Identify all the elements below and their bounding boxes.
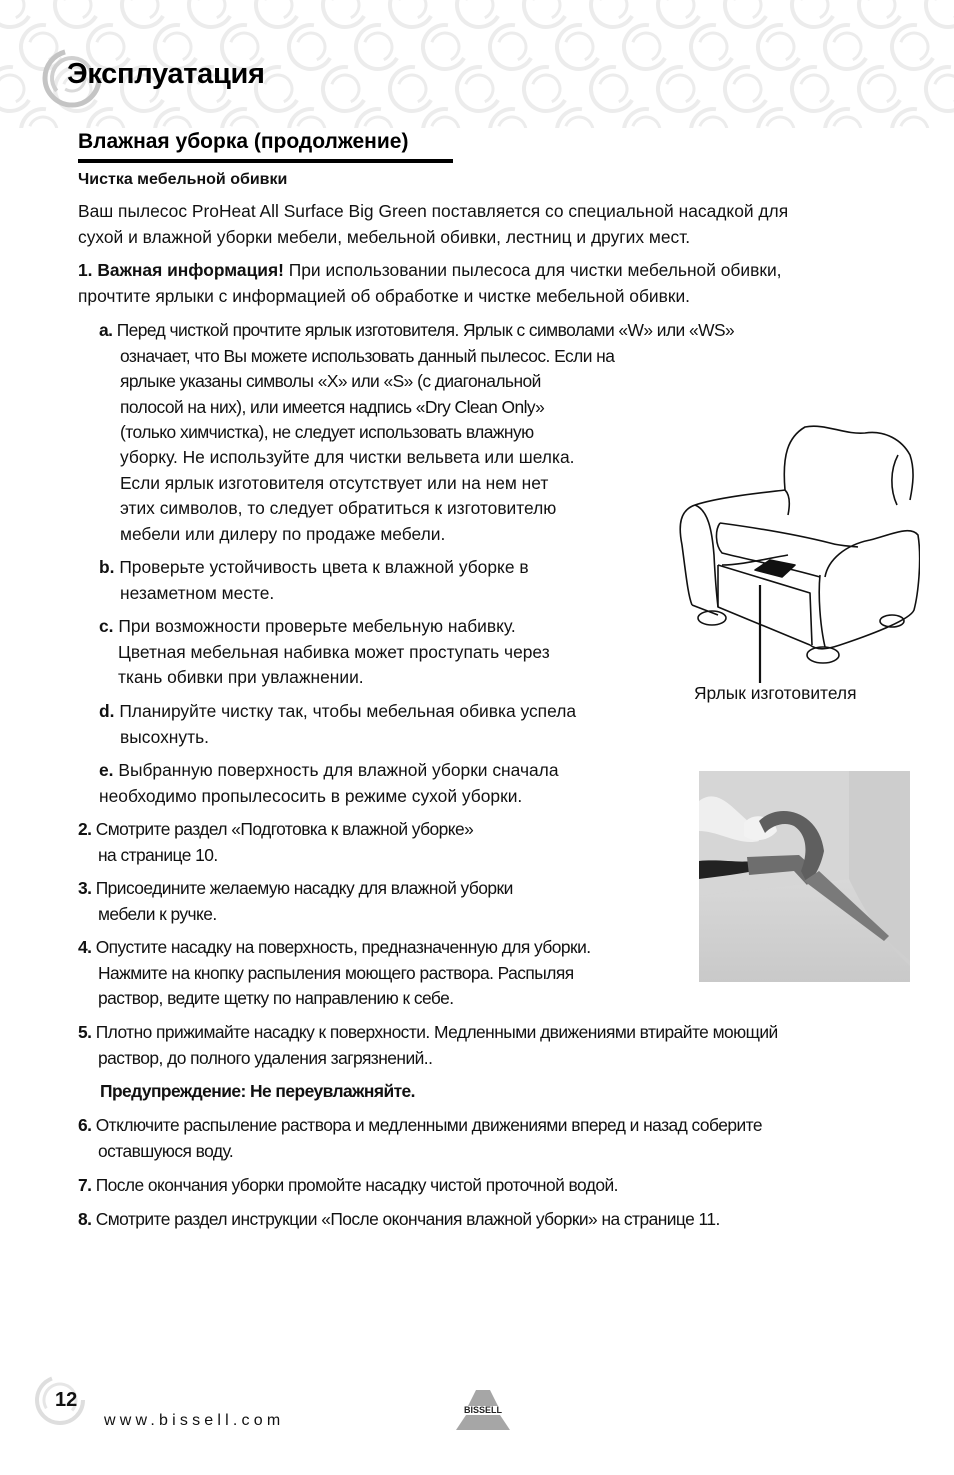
pattern-swirl xyxy=(650,59,710,119)
pattern-swirl xyxy=(415,17,475,77)
website-url[interactable]: www.bissell.com xyxy=(104,1412,285,1429)
intro-line: сухой и влажной уборки мебели, мебельной обивки, лестниц и других мест. xyxy=(78,226,691,247)
step-4 xyxy=(78,935,591,1012)
substep-text: уборку. Не используйте для чистки вельвета или шелка. xyxy=(120,447,575,467)
substep-text: высохнуть. xyxy=(120,726,209,747)
step-6 xyxy=(78,1113,762,1164)
substep-b xyxy=(99,555,529,606)
substep-letter: a. xyxy=(99,320,113,340)
substep-text: Цветная мебельная набивка может проступать через xyxy=(118,641,550,662)
step-1 xyxy=(78,258,782,309)
pattern-swirl xyxy=(382,59,442,119)
step-8 xyxy=(78,1207,720,1233)
substep-text: означает, что Вы можете использовать данный пылесос. Если на xyxy=(120,345,615,366)
substep-text: (только химчистка), не следует использовать влажную xyxy=(120,422,534,442)
upholstery-cleaning-photo xyxy=(699,771,910,982)
step-text: раствор, ведите щетку по направлению к себе. xyxy=(98,988,454,1008)
pattern-swirl xyxy=(918,0,954,35)
pattern-swirl xyxy=(281,17,341,77)
substep-text: Перед чисткой прочтите ярлык изготовителя. Ярлык с символами «W» или «WS» xyxy=(116,320,735,340)
step-text: Смотрите раздел «Подготовка к влажной уборке» xyxy=(95,819,474,839)
step-text: раствор, до полного удаления загрязнений.. xyxy=(98,1047,433,1068)
substep-text: этих символов, то следует обратиться к изготовителю xyxy=(120,498,557,518)
section-underline xyxy=(78,159,453,163)
step-5 xyxy=(78,1020,778,1071)
step-text: Плотно прижимайте насадку к поверхности. Медленными движениями втирайте моющий xyxy=(95,1022,778,1042)
substep-text: необходимо пропылесосить в режиме сухой уборки. xyxy=(99,785,523,806)
chair-caption: Ярлык изготовителя xyxy=(694,683,857,703)
pattern-swirl xyxy=(750,17,810,77)
pattern-swirl xyxy=(315,59,375,119)
page-title: Эксплуатация xyxy=(67,58,265,90)
pattern-swirl xyxy=(784,59,844,119)
pattern-swirl xyxy=(717,59,777,119)
pattern-swirl xyxy=(851,59,911,119)
pattern-swirl xyxy=(817,17,877,77)
substep-letter: c. xyxy=(99,616,114,636)
pattern-swirl xyxy=(683,17,743,77)
page-number: 12 xyxy=(55,1389,78,1411)
step-3 xyxy=(78,876,513,927)
important-label: Важная информация! xyxy=(97,260,284,280)
substep-text: незаметном месте. xyxy=(120,582,275,603)
step-number: 2. xyxy=(78,819,92,839)
step-number: 1. xyxy=(78,260,93,280)
step-7 xyxy=(78,1173,618,1199)
warning-text: Предупреждение: Не переувлажняйте. xyxy=(100,1081,415,1101)
intro-paragraph xyxy=(78,199,788,250)
pattern-swirl xyxy=(482,17,542,77)
step-text: прочтите ярлыки с информацией об обработке и чистке мебельной обивки. xyxy=(78,285,691,306)
intro-line: Ваш пылесос ProHeat All Surface Big Green поставляется со специальной насадкой для xyxy=(78,201,789,221)
step-text: Отключите распыление раствора и медленными движениями вперед и назад соберите xyxy=(95,1115,762,1135)
step-text: оставшуюся воду. xyxy=(98,1140,234,1161)
substep-text: Если ярлык изготовителя отсутствует или на нем нет xyxy=(120,472,549,493)
pattern-swirl xyxy=(0,0,40,35)
pattern-swirl xyxy=(549,17,609,77)
section-title: Влажная уборка (продолжение) xyxy=(78,130,409,153)
substep-text: При возможности проверьте мебельную набивку. xyxy=(118,616,516,636)
pattern-swirl xyxy=(348,17,408,77)
substep-letter: e. xyxy=(99,760,114,780)
step-text: Нажмите на кнопку распыления моющего раствора. Распыляя xyxy=(98,962,574,983)
logo-text: BISSELL xyxy=(463,1405,503,1415)
substep-e xyxy=(99,758,559,809)
substep-text: ярлыке указаны символы «X» или «S» (с диагональной xyxy=(120,371,541,391)
pattern-swirl xyxy=(449,59,509,119)
substep-c xyxy=(99,614,550,691)
substep-text: Выбранную поверхность для влажной уборки сначала xyxy=(118,760,559,780)
step-text: Присоедините желаемую насадку для влажной уборки xyxy=(95,878,513,898)
step-number: 4. xyxy=(78,937,92,957)
step-number: 7. xyxy=(78,1175,92,1195)
step-number: 3. xyxy=(78,878,92,898)
substep-text: полосой на них), или имеется надпись «Dry Clean Only» xyxy=(120,396,545,417)
step-text: При использовании пылесоса для чистки мебельной обивки, xyxy=(283,260,782,280)
bissell-logo xyxy=(452,1388,516,1436)
substep-letter: d. xyxy=(99,701,115,721)
step-2 xyxy=(78,817,473,868)
step-number: 6. xyxy=(78,1115,92,1135)
step-number: 5. xyxy=(78,1022,92,1042)
substep-text: ткань обивки при увлажнении. xyxy=(118,667,364,687)
pattern-swirl xyxy=(884,17,944,77)
pattern-swirl xyxy=(583,59,643,119)
subsection-title: Чистка мебельной обивки xyxy=(78,171,288,188)
substep-a-cont xyxy=(120,445,574,547)
substep-letter: b. xyxy=(99,557,115,577)
step-text: мебели к ручке. xyxy=(98,903,217,924)
pattern-swirl xyxy=(616,17,676,77)
step-text: Опустите насадку на поверхность, предназначенную для уборки. xyxy=(95,937,591,957)
substep-d xyxy=(99,699,576,750)
step-text: Смотрите раздел инструкции «После окончания влажной уборки» на странице 11. xyxy=(95,1209,720,1229)
step-number: 8. xyxy=(78,1209,92,1229)
step-text: После окончания уборки промойте насадку чистой проточной водой. xyxy=(95,1175,618,1195)
substep-text: Планируйте чистку так, чтобы мебельная обивка успела xyxy=(119,701,577,721)
substep-text: Проверьте устойчивость цвета к влажной уборке в xyxy=(119,557,529,577)
pattern-swirl xyxy=(516,59,576,119)
substep-text: мебели или дилеру по продаже мебели. xyxy=(120,523,446,544)
armchair-illustration xyxy=(670,415,920,689)
substep-a xyxy=(99,318,734,446)
step-text: на странице 10. xyxy=(98,844,218,865)
